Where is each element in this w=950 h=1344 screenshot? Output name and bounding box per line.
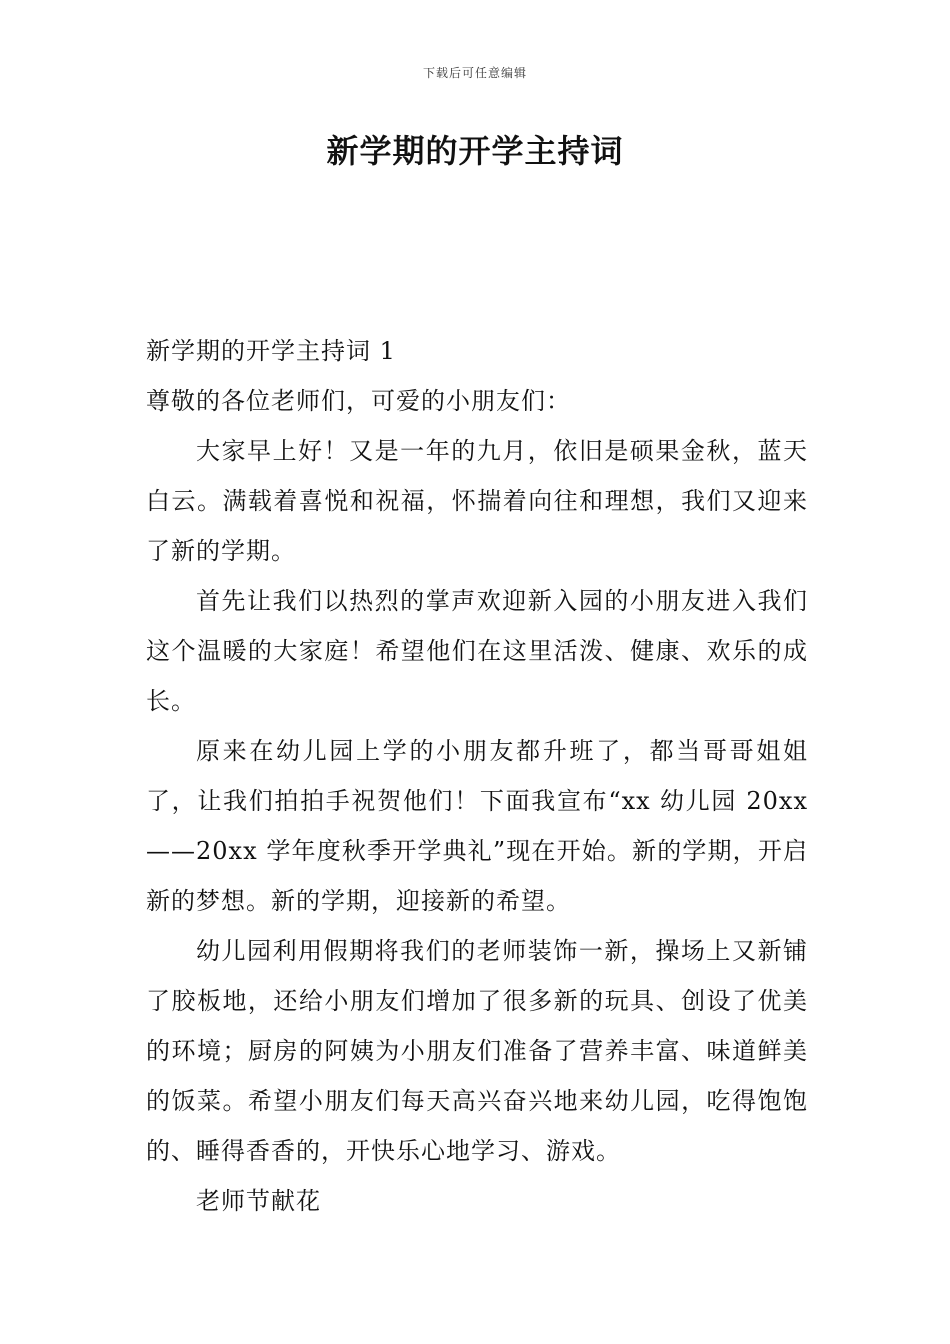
paragraph-3: 原来在幼儿园上学的小朋友都升班了，都当哥哥姐姐了，让我们拍拍手祝贺他们！下面我宣布“xx 幼儿园 20xx——20xx 学年度秋季开学典礼”现在开始。新的学期，开启新的梦想。新的学期，迎接新的希望。 [146, 737, 808, 915]
paragraph-5: 老师节献花 [196, 1187, 321, 1215]
section-heading: 新学期的开学主持词 1 [146, 337, 396, 365]
document-title: 新学期的开学主持词 [326, 132, 624, 170]
salutation: 尊敬的各位老师们，可爱的小朋友们： [146, 387, 571, 415]
paragraph-2: 首先让我们以热烈的掌声欢迎新入园的小朋友进入我们这个温暖的大家庭！希望他们在这里活泼、健康、欢乐的成长。 [146, 587, 808, 715]
document-body [146, 326, 808, 1226]
paragraph-4: 幼儿园利用假期将我们的老师装饰一新，操场上又新铺了胶板地，还给小朋友们增加了很多新的玩具、创设了优美的环境；厨房的阿姨为小朋友们准备了营养丰富、味道鲜美的饭菜。希望小朋友们每天高兴奋兴地来幼儿园，吃得饱饱的、睡得香香的，开快乐心地学习、游戏。 [146, 937, 808, 1165]
paragraph-1: 大家早上好！又是一年的九月，依旧是硕果金秋，蓝天白云。满载着喜悦和祝福，怀揣着向往和理想，我们又迎来了新的学期。 [146, 437, 808, 565]
header-note: 下载后可任意编辑 [422, 66, 527, 80]
